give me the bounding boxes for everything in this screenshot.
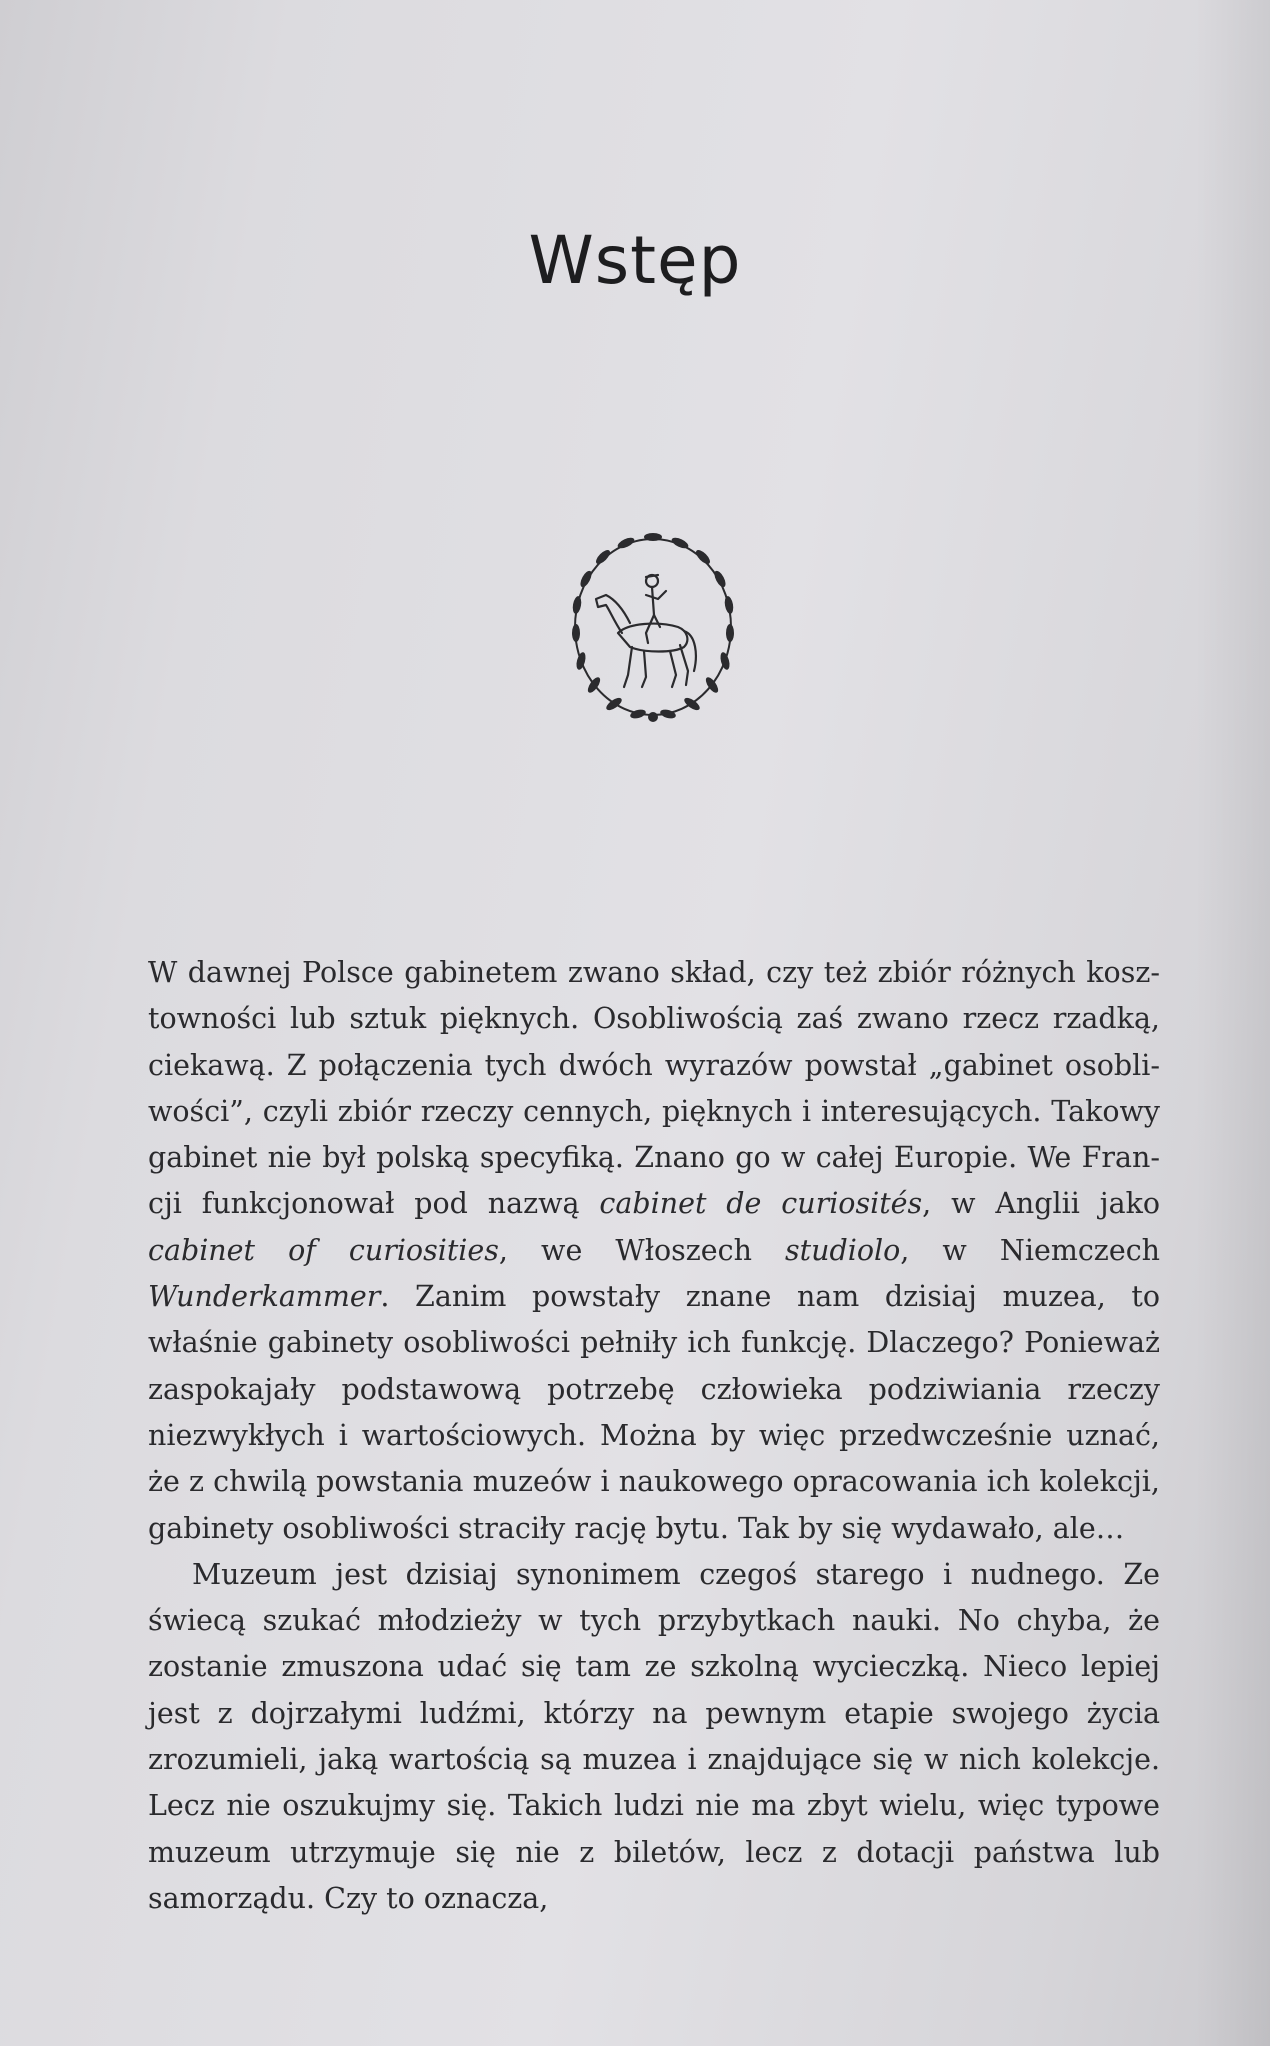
paragraph [148,950,1160,1552]
italic-term: studiolo [785,1233,901,1267]
page-shadow [1195,0,1270,2046]
chapter-title: Wstęp [528,222,742,299]
horse-rider-wreath-emblem [548,515,758,745]
paragraph [148,1552,1160,1922]
italic-term: cabinet of curiosities [148,1233,499,1267]
text-run: . Zanim powstały znane nam dzisiaj muzea, to właśnie gabinety osobliwości pełniły ich funkcję. Dlaczego? Ponieważ zaspokajały podstawową potrzebę człowieka podziwiania rzeczy niezwykłych i wartościowych. Można by więc przedwcześnie uznać, że z chwilą powstania muzeów i naukowego opracowania ich kolekcji, gabinety osobliwości straciły rację bytu. Tak by się wydawało, ale… [148,1280,1160,1545]
italic-term: cabinet de curiosités [599,1187,923,1221]
text-run: , w Niemczech [900,1233,1161,1267]
text-run: W dawnej Polsce gabinetem zwano skład, czy też zbiór różnych kosztowności lub sztuk pięknych. Osobliwością zaś zwano rzecz rzadką, ciekawą. Z połączenia tych dwóch wyrazów powstał „gabinet osobliwości”, czyli zbiór rzeczy cennych, pięknych i interesujących. Takowy gabinet nie był polską specyfiką. Znano go w całej Europie. We Francji funkcjonował pod nazwą [148,956,1160,1221]
text-run: , we Włoszech [498,1233,786,1267]
italic-term: Wunderkammer [148,1280,381,1314]
text-run: Muzeum jest dzisiaj synonimem czegoś starego i nudnego. Ze świecą szukać młodzieży w tych przybytkach nauki. No chyba, że zostanie zmuszona udać się tam ze szkolną wycieczką. Nieco lepiej jest z dojrzałymi ludźmi, którzy na pewnym etapie swojego życia zrozumieli, jaką wartością są muzea i znajdujące się w nich kolekcje. Lecz nie oszukujmy się. Takich ludzi nie ma zbyt wielu, więc typowe muzeum utrzymuje się nie z biletów, lecz z dotacji państwa lub samorządu. Czy to oznacza, [148,1557,1160,1915]
text-run: , w Anglii jako [922,1187,1160,1221]
chapter-body-text [148,950,1160,1922]
